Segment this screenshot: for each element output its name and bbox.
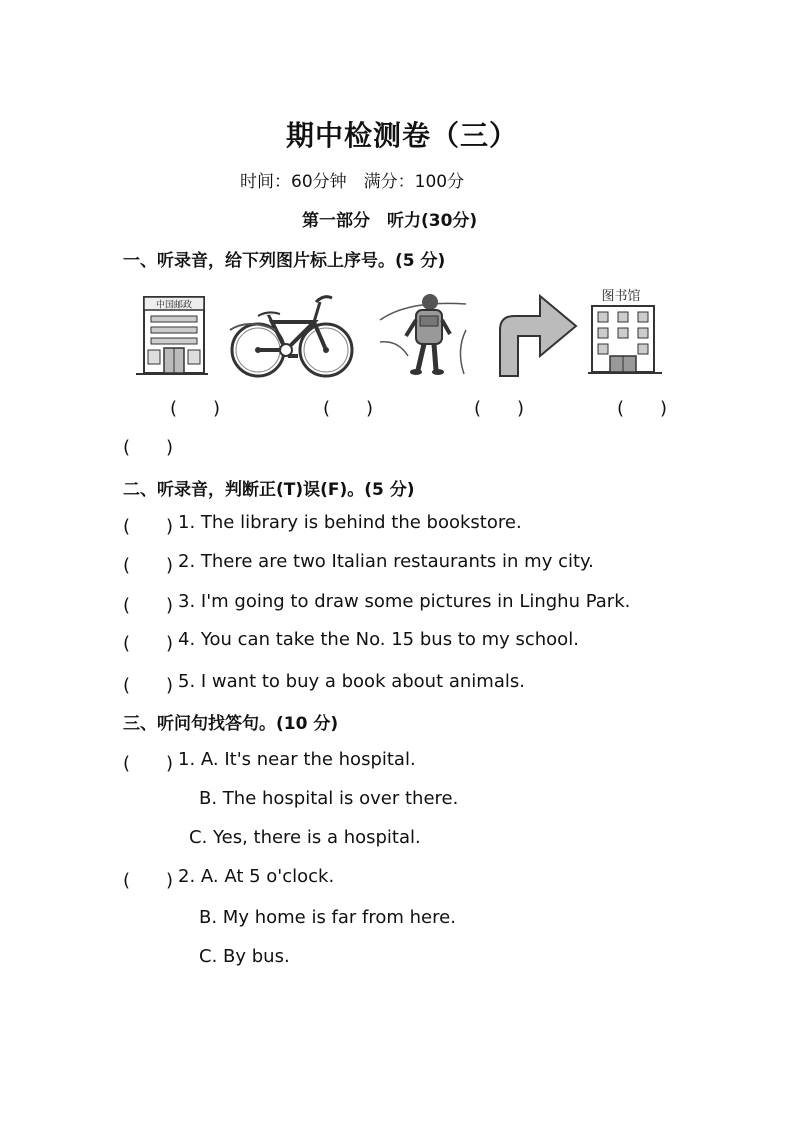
answer-blank-s2-1[interactable]: ( ) [123,516,174,537]
s3-q1-option-c: C. Yes, there is a hospital. [189,827,421,848]
s3-q2-option-a: 2. A. At 5 o'clock. [178,866,335,887]
answer-blank-picture-5[interactable]: ( ) [123,437,174,458]
answer-blank-s2-5[interactable]: ( ) [123,675,174,696]
s2-item-5: 5. I want to buy a book about animals. [178,671,525,692]
s2-item-2: 2. There are two Italian restaurants in my city. [178,551,594,572]
turn-right-arrow-icon [494,290,580,378]
page-title: 期中检测卷（三） [286,119,519,152]
s2-item-1: 1. The library is behind the bookstore. [178,512,522,533]
exam-meta: 时间：60分钟 满分：100分 [240,172,465,192]
s3-q2-option-c: C. By bus. [199,946,290,967]
library-sign: 图书馆 [601,289,641,304]
answer-blank-s3-1[interactable]: ( ) [123,753,174,774]
post-office-icon [136,292,208,378]
answer-blank-picture-4[interactable]: ( ) [617,398,668,419]
answer-blank-s3-2[interactable]: ( ) [123,870,174,891]
answer-blank-s2-4[interactable]: ( ) [123,633,174,654]
s3-q1-option-b: B. The hospital is over there. [199,788,459,809]
s3-q1-option-a: 1. A. It's near the hospital. [178,749,416,770]
answer-blank-s2-3[interactable]: ( ) [123,595,174,616]
answer-blank-picture-2[interactable]: ( ) [323,398,374,419]
s2-item-3: 3. I'm going to draw some pictures in Linghu Park. [178,591,631,612]
post-office-sign: 中国邮政 [155,300,193,311]
bicycle-icon [228,290,356,380]
part-one-title: 第一部分 听力(30分) [302,211,478,231]
answer-blank-picture-3[interactable]: ( ) [474,398,525,419]
answer-blank-picture-1[interactable]: ( ) [170,398,221,419]
section-1-heading: 一、听录音，给下列图片标上序号。(5 分) [123,251,446,271]
library-icon [588,286,662,378]
s2-item-4: 4. You can take the No. 15 bus to my school. [178,629,579,650]
s3-q2-option-b: B. My home is far from here. [199,907,456,928]
answer-blank-s2-2[interactable]: ( ) [123,555,174,576]
section-2-heading: 二、听录音，判断正(T)误(F)。(5 分) [123,480,415,500]
section-3-heading: 三、听问句找答句。(10 分) [123,714,339,734]
hiker-icon [378,290,468,378]
